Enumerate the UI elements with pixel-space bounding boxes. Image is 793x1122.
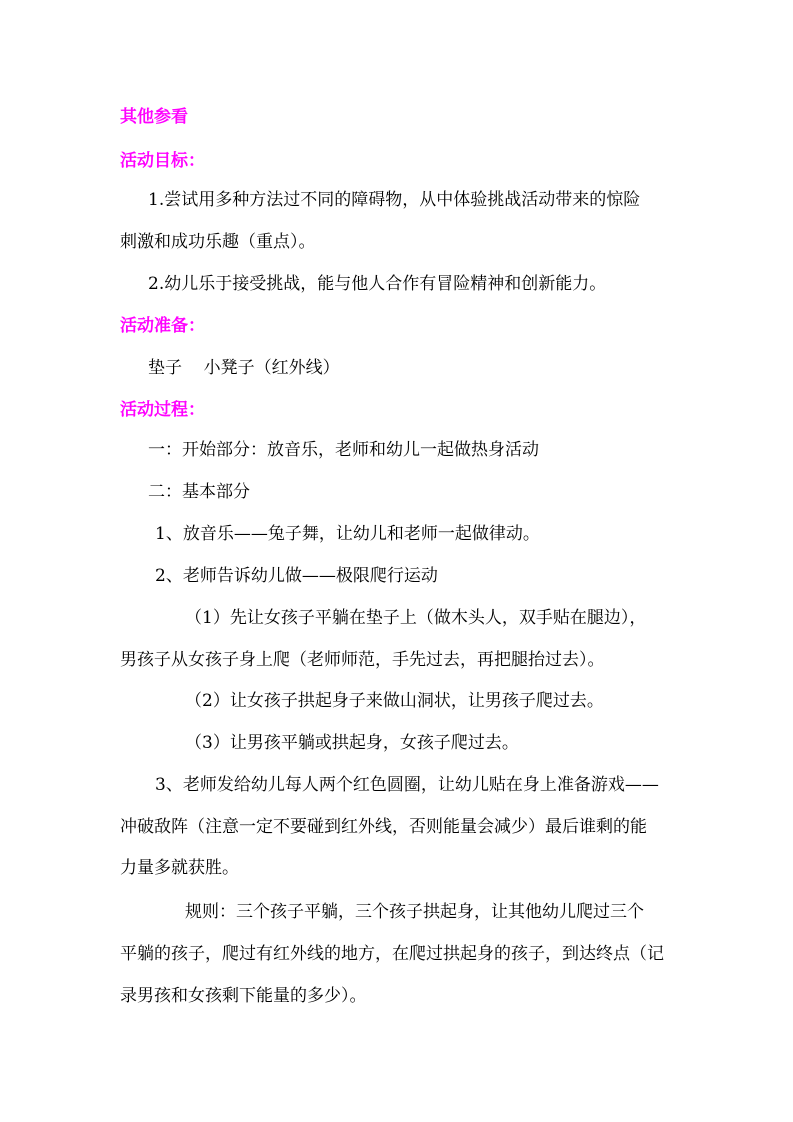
sub-step-3: （3）让男孩平躺或拱起身，女孩子爬过去。	[185, 733, 519, 753]
heading-other-reference: 其他参看	[120, 107, 188, 127]
step-3-line-2: 冲破敌阵（注意一定不要碰到红外线，否则能量会减少）最后谁剩的能	[120, 817, 647, 837]
heading-activity-goals: 活动目标：	[120, 151, 205, 171]
process-part-1: 一：开始部分：放音乐，老师和幼儿一起做热身活动	[148, 440, 539, 460]
goal-2: 2.幼儿乐于接受挑战，能与他人合作有冒险精神和创新能力。	[148, 274, 607, 294]
sub-step-1-line-2: 男孩子从女孩子身上爬（老师师范，手先过去，再把腿抬过去）。	[120, 650, 605, 670]
prep-items: 垫子 小凳子（红外线）	[148, 358, 340, 378]
step-3-line-3: 力量多就获胜。	[120, 858, 239, 878]
heading-activity-process: 活动过程：	[120, 400, 205, 420]
rule-line-1: 规则：三个孩子平躺，三个孩子拱起身，让其他幼儿爬过三个	[185, 902, 644, 922]
process-part-2: 二：基本部分	[148, 482, 250, 502]
rule-line-2: 平躺的孩子，爬过有红外线的地方，在爬过拱起身的孩子，到达终点（记	[120, 944, 664, 964]
step-3-line-1: 3、老师发给幼儿每人两个红色圆圈，让幼儿贴在身上准备游戏——	[155, 775, 659, 795]
heading-activity-prep: 活动准备：	[120, 316, 205, 336]
goal-1-line-2: 刺激和成功乐趣（重点）。	[120, 232, 316, 252]
goal-1-line-1: 1.尝试用多种方法过不同的障碍物，从中体验挑战活动带来的惊险	[148, 190, 641, 210]
rule-line-3: 录男孩和女孩剩下能量的多少）。	[120, 986, 367, 1006]
step-2: 2、老师告诉幼儿做——极限爬行运动	[155, 566, 438, 586]
sub-step-1-line-1: （1）先让女孩子平躺在垫子上（做木头人，双手贴在腿边），	[185, 608, 647, 628]
sub-step-2: （2）让女孩子拱起身子来做山洞状，让男孩子爬过去。	[185, 691, 604, 711]
step-1: 1、放音乐——兔子舞，让幼儿和老师一起做律动。	[155, 524, 540, 544]
